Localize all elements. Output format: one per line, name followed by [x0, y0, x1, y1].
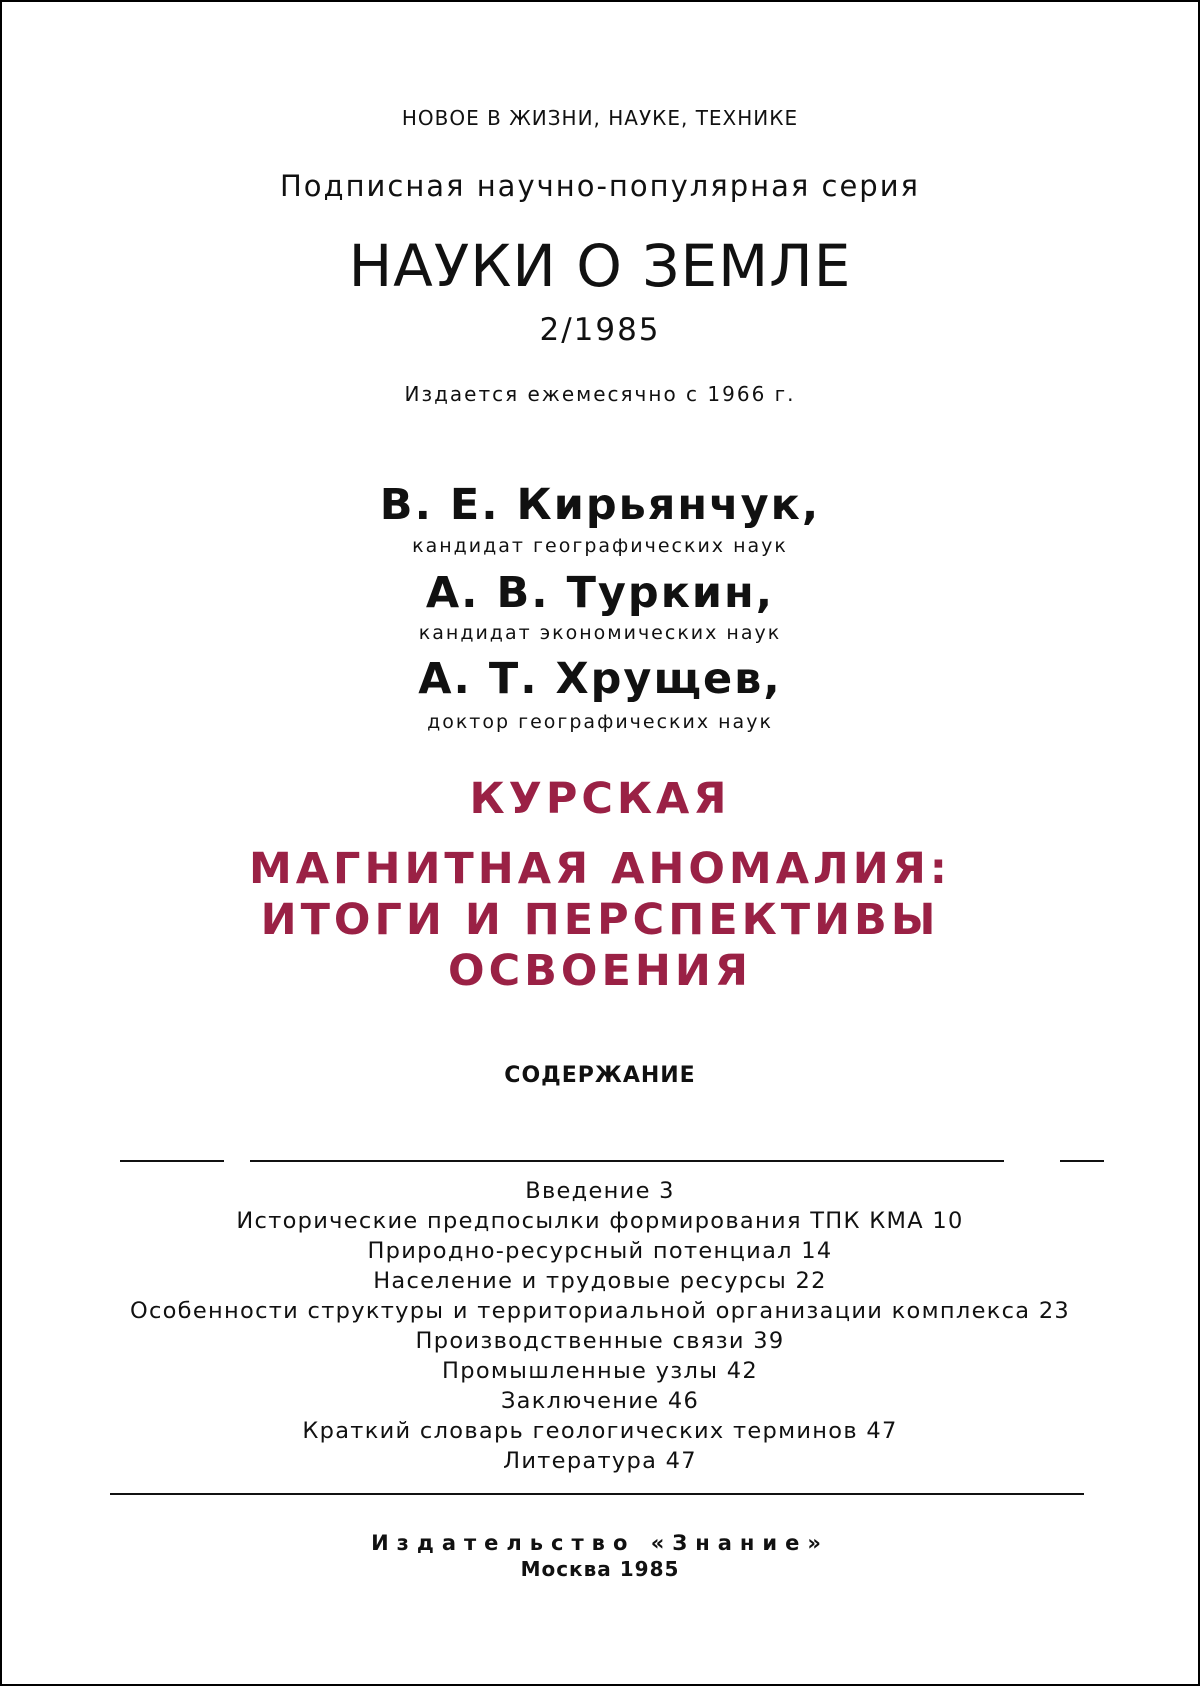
divider-rule — [250, 1160, 1004, 1162]
divider-rule — [1060, 1160, 1104, 1162]
publication-place-year: Москва 1985 — [520, 1557, 680, 1581]
author-name: А. Т. Хрущев, — [418, 654, 782, 704]
contents-heading: СОДЕРЖАНИЕ — [504, 1063, 696, 1088]
toc-item: Производственные связи 39 — [415, 1328, 785, 1354]
author-name: А. В. Туркин, — [425, 568, 775, 618]
divider-rule — [120, 1160, 224, 1162]
toc-item: Население и трудовые ресурсы 22 — [373, 1268, 827, 1294]
author-degree: доктор географических наук — [427, 711, 773, 733]
toc-item: Заключение 46 — [500, 1388, 700, 1414]
publisher-name: Издательство «Знание» — [371, 1531, 829, 1555]
toc-item: Введение 3 — [525, 1178, 675, 1204]
author-degree: кандидат экономических наук — [418, 622, 782, 644]
author-degree: кандидат географических наук — [412, 535, 788, 557]
divider-rule — [110, 1493, 1084, 1495]
issue-number: 2/1985 — [539, 312, 661, 348]
table-of-contents — [2, 1176, 1198, 1476]
book-title-line: МАГНИТНАЯ АНОМАЛИЯ: — [248, 844, 952, 894]
series-top-label: НОВОЕ В ЖИЗНИ, НАУКЕ, ТЕХНИКЕ — [401, 106, 799, 130]
book-title-line: ИТОГИ И ПЕРСПЕКТИВЫ — [260, 895, 940, 945]
publication-frequency: Издается ежемесячно с 1966 г. — [404, 382, 796, 406]
toc-item: Природно-ресурсный потенциал 14 — [367, 1238, 833, 1264]
subscription-series-label: Подписная научно-популярная серия — [279, 169, 921, 203]
toc-item: Промышленные узлы 42 — [442, 1358, 758, 1384]
book-title-line: КУРСКАЯ — [469, 774, 731, 824]
toc-item: Литература 47 — [503, 1448, 697, 1474]
toc-item: Исторические предпосылки формирования ТПК КМА 10 — [236, 1208, 964, 1234]
book-title-line: ОСВОЕНИЯ — [448, 946, 752, 996]
toc-item: Особенности структуры и территориальной организации комплекса 23 — [129, 1298, 1071, 1324]
series-title: НАУКИ О ЗЕМЛЕ — [348, 232, 852, 300]
author-name: В. Е. Кирьянчук, — [379, 480, 821, 530]
toc-item: Краткий словарь геологических терминов 47 — [302, 1418, 898, 1444]
